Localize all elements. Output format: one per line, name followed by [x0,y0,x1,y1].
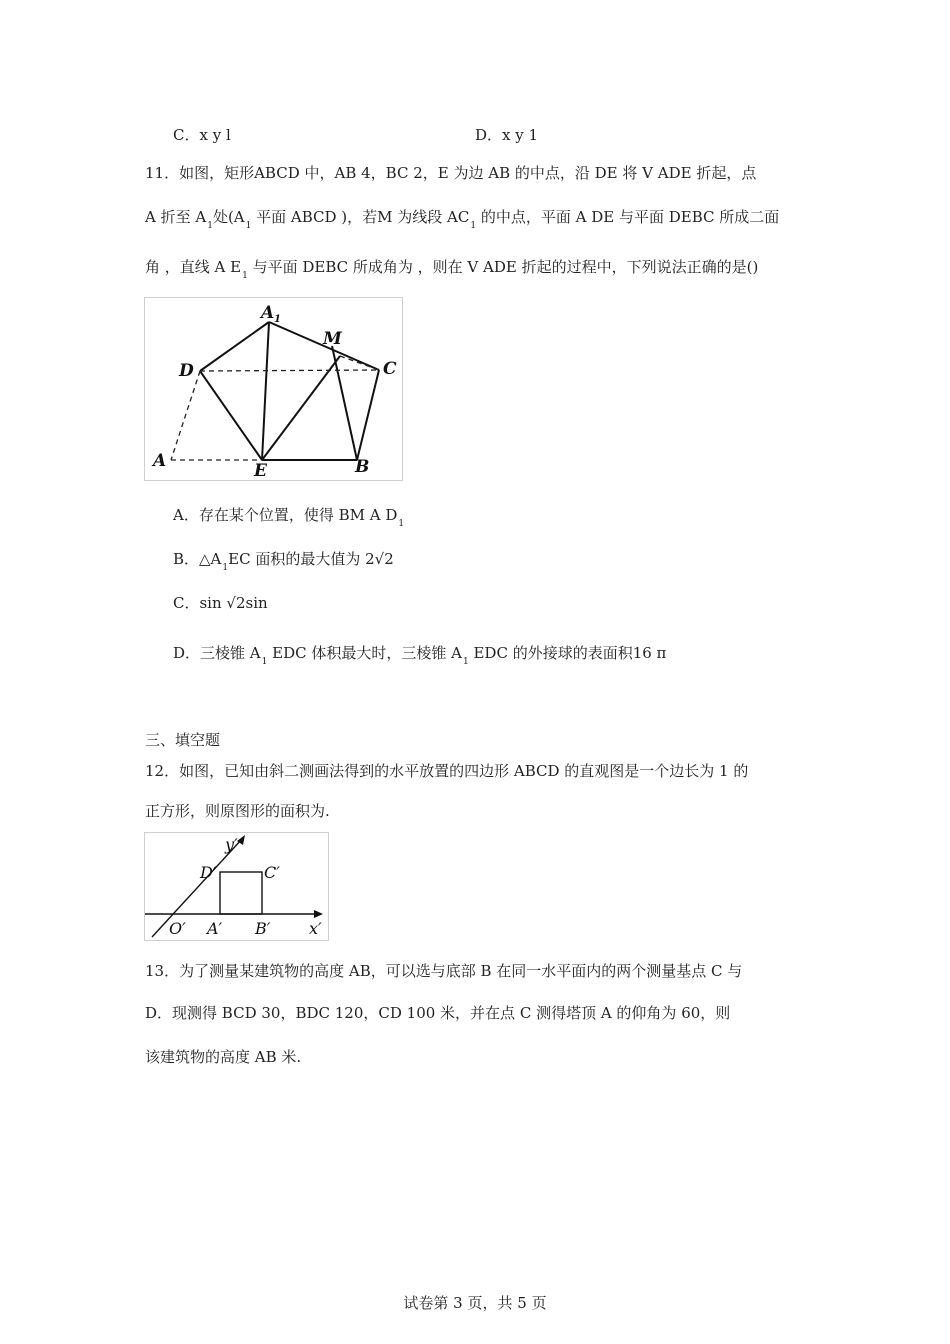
q11-option-a: A．存在某个位置，使得 BM A $D_1$ [173,506,405,529]
q12-line-1: 12．如图，已知由斜二测画法得到的水平放置的四边形 ABCD 的直观图是一个边长为 1 的 [145,762,749,780]
label-d-prime: D′ [200,863,217,882]
q13-line-3: 该建筑物的高度 AB 米. [145,1048,302,1066]
q12-line-2: 正方形，则原图形的面积为. [145,802,330,820]
label-c-prime: C′ [264,863,280,882]
q11-line-3: 角 ，直线 A $E_1$ 与平面 DEBC 所成角为 ，则在 V ADE 折起的过程中，下列说法正确的是() [145,258,759,281]
label-b: B [355,457,370,477]
page-footer: 试卷第 3 页，共 5 页 [403,1294,547,1312]
label-a: A [153,451,167,471]
q12-figure [144,832,329,941]
label-d: D [179,361,194,381]
x-axis-arrow-icon [314,910,323,918]
folded-rectangle-diagram [145,298,402,480]
label-o-prime: O′ [169,919,186,938]
q11-option-d: D．三棱锥 $A_1$ EDC 体积最大时，三棱锥 $A_1$ EDC 的外接球的表面积16 π [173,644,667,667]
label-a1: A [261,303,275,323]
q11-option-c: C．sin √2sin [173,594,268,612]
section-title: 三、填空题 [145,731,221,749]
q11-line-2: A 折至 $A_1$处($A_1$ 平面 ABCD )，若M 为线段 $AC_1$ 的中点，平面 A DE 与平面 DEBC 所成二面 [145,208,780,231]
label-a1-sub: 1 [274,314,281,325]
label-x-prime: x′ [309,919,322,938]
label-c: C [383,359,397,379]
q11-figure [144,297,403,481]
q10-option-c: C．x y l [173,126,231,144]
q10-option-d: D．x y 1 [475,126,539,144]
q13-line-1: 13．为了测量某建筑物的高度 AB，可以选与底部 B 在同一水平面内的两个测量基点 C 与 [145,962,743,980]
label-m: M [323,329,342,349]
q11-option-b: B．$\triangle A_1EC$ 面积的最大值为 2√2 [173,550,394,573]
label-a-prime: A′ [207,919,223,938]
label-b-prime: B′ [255,919,271,938]
label-y-prime: y′ [225,835,238,854]
q13-line-2: D．现测得 BCD 30，BDC 120，CD 100 米，并在点 C 测得塔顶 A 的仰角为 60，则 [145,1004,731,1022]
label-e: E [254,461,267,480]
q11-line-1: 11．如图，矩形ABCD 中，AB 4，BC 2，E 为边 AB 的中点，沿 DE 将 V ADE 折起，点 [145,164,757,182]
oblique-projection-square [145,833,328,940]
